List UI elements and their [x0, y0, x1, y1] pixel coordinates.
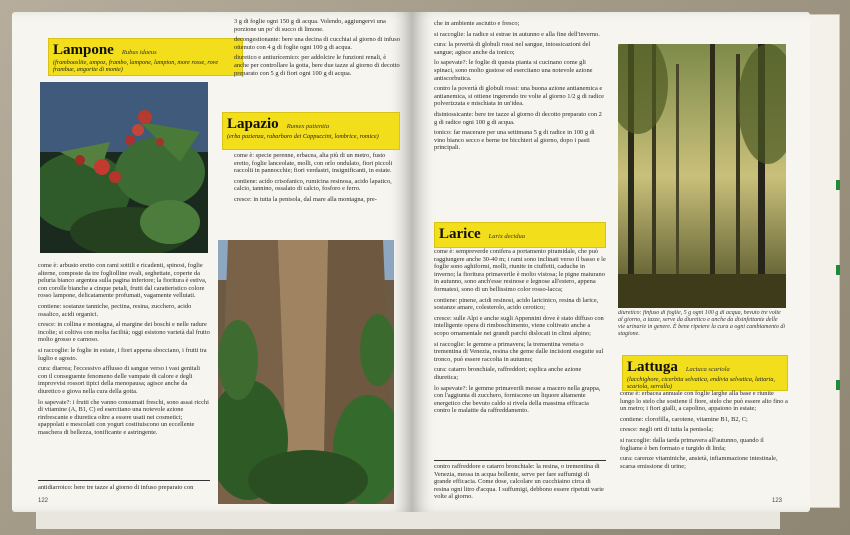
larice-remedy: contro raffreddore e catarro bronchiale: la resina, o trementina di Venezia, messa in acqua bollente, serve per fare suffumigi di grande efficacia. Come dose, calcolare un cucchiaino circa di resina ogni litro d'acqua. I suffumigi, debbono essere ripetuti varie volte al giorno. — [434, 463, 604, 501]
remedy-3: diuretico e antiurícemico: per addolcire le funzioni renali, è anche per controllare la gotta, bere due tazze al giorno di decotto preparato con 5 g di fiori ogni 100 g di acqua. — [234, 54, 400, 77]
lampone-raccoglie: si raccoglie: le foglie in estate, i fiori appena sbocciano, i frutti tra luglio e agosto. — [38, 346, 207, 362]
lampone-body — [38, 262, 210, 477]
lapazio-cont-4: lo sapevate?: le foglie di questa pianta si cucinano come gli spinaci, sono molto gustose ed esercitano una notevole azione antiscorbutica. — [434, 59, 593, 82]
thumb-index-tab — [836, 265, 840, 275]
lattuga-contiene: contiene: clorofilla, carotene, vitamine B1, B2, C; — [620, 415, 748, 423]
lampone-sapevate: lo sapevate?: i frutti che vanno consumati freschi, sono assai ricchi di vitamine (A, B1, C) ed esercitano una notevole azione rinfrescante e diuretica oltre a essere usati nei cosmetici; spappolati e mescolati con yogurt costituiscono un eccellente maschera di bellezza, tonificante e astringente. — [38, 398, 209, 436]
lapazio-cont-3: cura: la povertà di globuli rossi nel sangue, intossicazioni del sangue; agisce anche da tonico; — [434, 41, 591, 56]
lapazio-come-e: come è: specie perenne, erbacea, alta più di un metro, fusto eretto, foglie lanceolate, molli, con orlo ondulato, fiori piccoli raccolti in pannocchie; fiori verdastri, insignificanti, in estate. — [234, 152, 393, 175]
lapazio-continued — [434, 20, 606, 210]
larice-raccoglie: si raccoglie: le gemme a primavera; la trementina veneta o trementina di Venezia, resina che geme dalle incisioni eseguite sul tronco, può essere raccolta in autunno; — [434, 340, 604, 363]
lampone-rule — [38, 480, 210, 481]
lampone-latin: Rubus idaeus — [121, 49, 157, 56]
remedy-2: decongestionante: bere una decina di cucchiai al giorno di infuso ottenuto con 4 g di foglie ogni 100 g di acqua. — [234, 36, 400, 51]
lampone-title: Lampone — [53, 42, 114, 58]
larice-rule — [434, 460, 606, 461]
left-page-number: 122 — [38, 498, 49, 504]
antidiarroico-text: antidiarroico: bere tre tazze al giorno di infuso preparato con — [38, 484, 194, 491]
larice-title: Larice — [439, 226, 481, 242]
lapazio-header — [222, 112, 400, 150]
lattuga-latin: Lactuca scariola — [685, 366, 730, 373]
lattuga-come-e: come è: erbacea annuale con foglie larghe alla base e riunite lungo lo stelo che sostiene il fiore, stelo che può essere alto fino a un metro; i fiori gialli, a capolino, appaiono in estate; — [620, 390, 788, 413]
larice-latin: Larix decidua — [488, 233, 525, 240]
larice-come-e: come è: sempreverde conifera a portamento piramidale, che può raggiungere anche 30-40 m; i rami sono inclinati verso il basso e le foglie sono aghiformi, molli, riunite in ciuffetti, caduche in inverno; la fioritura primaverile è molto vistosa; le pigne maturano in autunno, sono anch'esse resinose e legnose all'estero, appena formatesi, sono di un bellissimo color rosso-lacca; — [434, 248, 606, 293]
larice-contiene: contiene: pinene, acidi resinosi, acido laricinico, resina di larice, sostanze amare, colesterolo, acido cerotico; — [434, 296, 599, 312]
lattuga-body — [620, 390, 788, 498]
larch-forest-photo — [618, 44, 786, 308]
lattuga-cresce: cresce: negli orti di tutta la penisola; — [620, 426, 713, 434]
lapazio-cont-5: contro la povertà di globuli rossi: una buona azione antianemica e antianemica, si ottiene ingerendo tre volte al giorno 1/2 g di radice polverizzata e mischiata in un'idea. — [434, 85, 605, 108]
lapazio-title: Lapazio — [227, 116, 279, 132]
lattuga-header — [622, 355, 788, 391]
lapazio-photo — [218, 240, 394, 504]
lampone-cura: cura: diarrea; l'eccessivo afflusso di sangue verso i vasi genitali con il conseguente fenomeno delle vampate di calore e degli improvvisi rossori tipici della menopausa; agisce anche da diuretico e giova nella cura della gotta. — [38, 365, 200, 395]
lampone-header — [48, 38, 243, 76]
lampone-cresce: cresce: in collina e montagna, al margine dei boschi e nelle radure incolte; si coltiva con molta facilità; oggi esistono varietà dal frutto molto grosso e carnoso. — [38, 321, 210, 344]
lapazio-subtitle: (erba pazienza, rabarbaro dei Cappuccini, lombrice, romice) — [227, 133, 379, 140]
lapazio-cont-1: che in ambiente asciutto e fresco; — [434, 20, 520, 27]
lapazio-cont-7: tonico: far macerare per una settimana 5 g di radice in 100 g di vino bianco secco e berne tre bicchieri al giorno, dopo i pasti principali. — [434, 129, 595, 152]
lampone-come-e: come è: arbusto eretto con rami sottili e ricadenti, spinosi, foglie alterne, composte da tre fogliolline ovali, seghettate, coperte da peluria bianco argentea sulla pagina inferiore; la fioritura è estiva, con corolle bianche a cinque petali, frutti dal caratteristico colore rosso lampone, delicatamente profumati, vagamente vellutati. — [38, 262, 207, 300]
larice-body — [434, 248, 606, 458]
lapazio-cresce: cresce: in tutta la penisola, dal mare alla montagna, pre- — [234, 195, 377, 203]
lampone-subtitle: (framboaslite, ampoz, frambo, lampone, lampion, more rosse, rove frambue, angorite di monte) — [53, 59, 219, 73]
left-page — [12, 12, 412, 512]
raspberry-photo — [40, 82, 208, 253]
right-page-number: 123 — [772, 498, 783, 504]
lattuga-cura: cura: carenze vitaminiche, ansietà, infiammazione intestinale, scarsa emissione di urine; — [620, 455, 778, 470]
lattuga-raccoglie: si raccoglie: dalla tarda primavera all'autunno, quando il fogliame è ben formato e turgido di linfa; — [620, 436, 764, 452]
lapazio-body — [234, 152, 402, 240]
lapazio-cont-6: disintossicante: bere tre tazze al giorno di decotto preparato con 2 g di radice ogni 100 g di acqua. — [434, 110, 602, 126]
lapazio-latin: Rumex patientia — [286, 123, 330, 130]
diuretico-caption: diuretico: finfuso di foglie, 5 g ogni 100 g di acqua, bevuto tre volte al giorno, a tazze, serve da diuretico e anche da disinfettante delle vie urinarie in genere. È bene ripetere la cura a ogni cambiamento di stagione. — [618, 310, 786, 337]
lapazio-cont-2: si raccoglie: la radice si estrae in autunno e alla fine dell'inverno. — [434, 30, 600, 38]
larice-header — [434, 222, 606, 248]
thumb-index-tab — [836, 180, 840, 190]
lapazio-contiene: contiene: acido crisofanico, rumicina resinosa, acido lapatico, calcio, tannino, ossalato di calcio, fosforo e ferro. — [234, 177, 392, 193]
right-page — [412, 12, 810, 512]
lampone-remedies — [234, 18, 402, 110]
lampone-contiene: contiene: sostanze tanniche, pectina, resina, zucchero, acido ossalico, acidi organici. — [38, 302, 192, 318]
lattuga-title: Lattuga — [627, 359, 678, 375]
remedy-1: 3 g di foglie ogni 150 g di acqua. Volendo, aggiungervi una porzione un po' di succo di limone. — [234, 18, 386, 33]
larice-sapevate: lo sapevate?: le gemme primaverili messe a macero nella grappa, con l'aggiunta di zucchero, forniscono un liquore altamente energetico che bevuto caldo si rivela della massima efficacia contro le malattie da raffreddamento. — [434, 384, 601, 415]
larice-cresce: cresce: sulle Alpi e anche sugli Appennini dove è stato diffuso con intelligente opera di rimboschimento, viene coltivato anche a scopo ornamentale nei grandi parchi dislocati in climi alpino; — [434, 314, 604, 337]
thumb-index-tab — [836, 380, 840, 390]
larice-cura: cura: catarro bronchiale, raffreddori; esplica anche azione diuretica; — [434, 366, 582, 381]
lattuga-subtitle: (lacchighore, cicerbita selvatica, endivia selvatica, lattaria, scariola, serralla) — [627, 376, 776, 390]
